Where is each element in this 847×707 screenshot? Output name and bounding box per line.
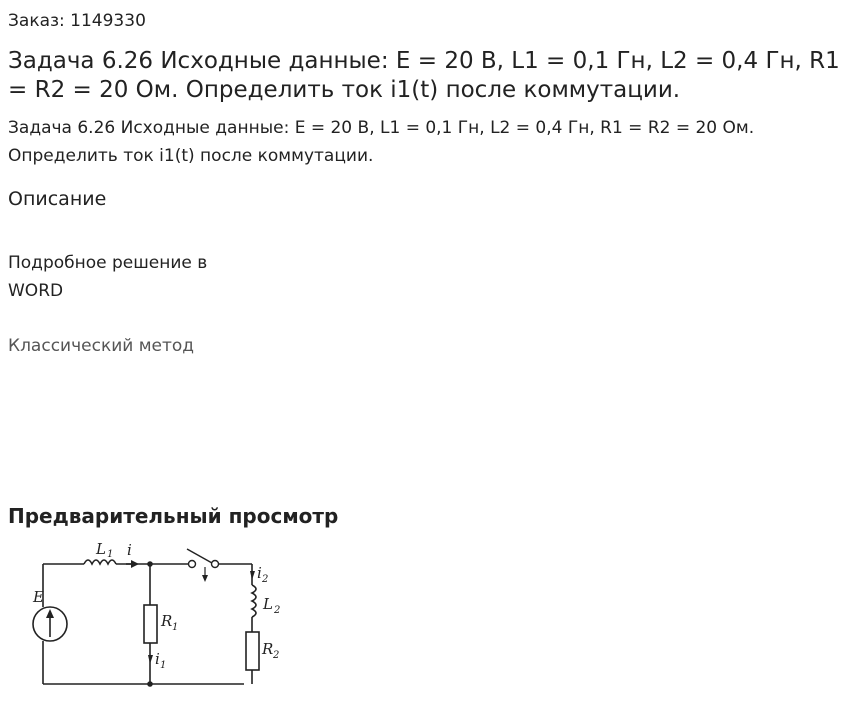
task-title: Задача 6.26 Исходные данные: E = 20 В, L1 = 0,1 Гн, L2 = 0,4 Гн, R1 = R2 = 20 Ом. Определить ток i1(t) после коммутации.: [8, 48, 840, 103]
label-i1-sub: 1: [160, 660, 167, 671]
circuit-diagram: [22, 537, 284, 691]
description-label: Описание: [8, 188, 107, 210]
inductor-l2: [252, 585, 256, 617]
resistor-r2: [246, 632, 259, 670]
label-l1: L: [96, 540, 106, 558]
label-i1: i: [155, 650, 160, 668]
label-r2: R: [262, 640, 274, 658]
switch-contact-right: [212, 561, 219, 568]
label-r1: R: [161, 612, 173, 630]
solution-format-text: Подробное решение в WORD: [8, 253, 208, 301]
node-top: [147, 561, 153, 567]
inductor-l1: [84, 560, 116, 564]
label-l1-sub: 1: [107, 549, 114, 560]
label-i: i: [127, 541, 132, 559]
label-r1-sub: 1: [172, 622, 179, 633]
order-number: Заказ: 1149330: [8, 11, 146, 31]
resistor-r1: [144, 605, 157, 643]
switch-contact-left: [189, 561, 196, 568]
label-l2-sub: 2: [274, 605, 281, 616]
label-r2-sub: 2: [273, 650, 280, 661]
preview-heading: Предварительный просмотр: [8, 504, 339, 528]
node-bottom: [147, 681, 153, 687]
label-e: E: [33, 588, 44, 606]
label-i2-sub: 2: [262, 574, 269, 585]
label-i2: i: [257, 564, 262, 582]
label-l2: L: [263, 595, 273, 613]
method-text: Классический метод: [8, 336, 195, 356]
task-description: Задача 6.26 Исходные данные: E = 20 В, L1 = 0,1 Гн, L2 = 0,4 Гн, R1 = R2 = 20 Ом. Определить ток i1(t) после коммутации.: [8, 118, 755, 166]
